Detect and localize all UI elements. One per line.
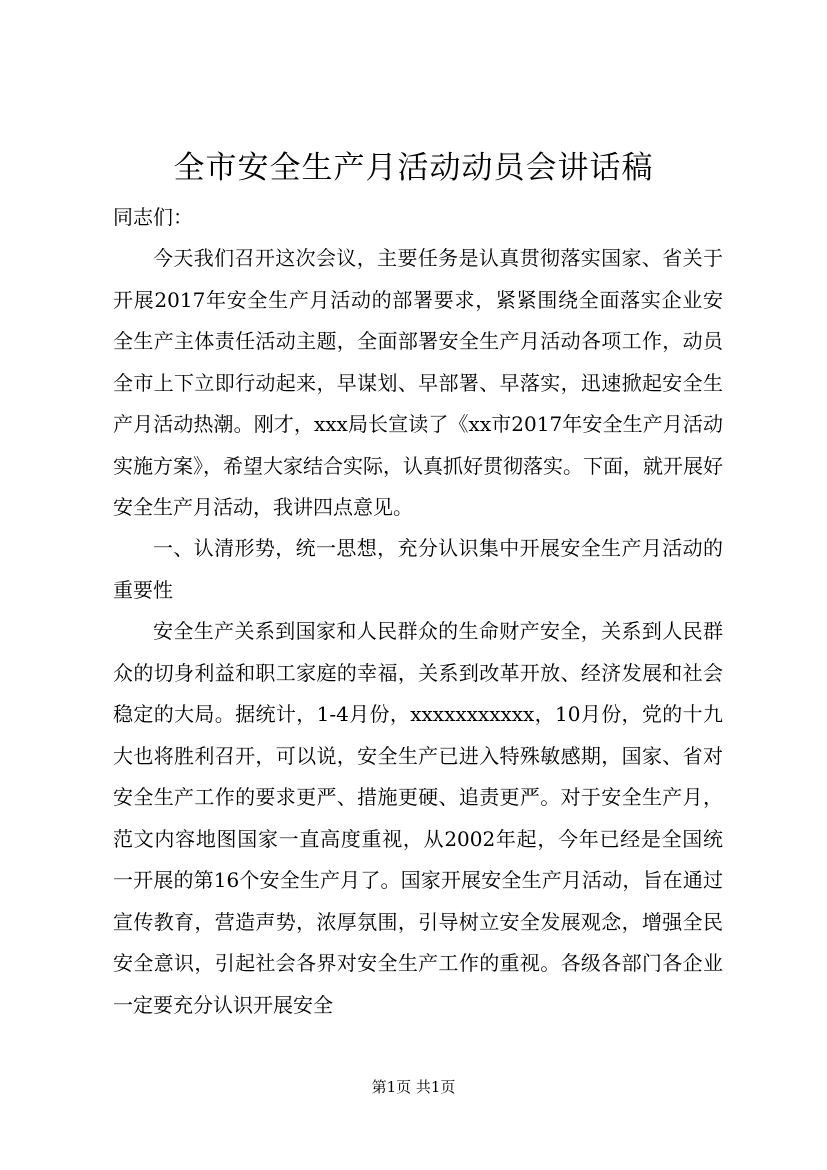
salutation: 同志们：: [113, 205, 193, 229]
paragraph-block-3: [113, 611, 723, 1026]
page-number-footer: 第1页 共1页: [371, 1078, 456, 1096]
document-title: 全市安全生产月活动动员会讲话稿: [173, 150, 654, 186]
paragraph: 今天我们召开这次会议，主要任务是认真贯彻落实国家、省关于开展2017年安全生产月活动的部署要求，紧紧围绕全面落实企业安全生产主体责任活动主题，全面部署安全生产月活动各项工作，动员全市上下立即行动起来，早谋划、早部署、早落实，迅速掀起安全生产月活动热潮。刚才，xxx局长宣读了《xx市2017年安全生产月活动实施方案》，希望大家结合实际，认真抓好贯彻落实。下面，就开展好安全生产月活动，我讲四点意见。: [113, 246, 723, 519]
paragraph-block-1: [113, 238, 723, 529]
section-heading: 一、认清形势，统一思想，充分认识集中开展安全生产月活动的重要性: [113, 536, 723, 602]
paragraph-block-2: [113, 528, 723, 611]
paragraph: 安全生产关系到国家和人民群众的生命财产安全，关系到人民群众的切身利益和职工家庭的幸福，关系到改革开放、经济发展和社会稳定的大局。据统计，1-4月份，xxxxxxxxxxx，10月份，党的十九大也将胜利召开，可以说，安全生产已进入特殊敏感期，国家、省对安全生产工作的要求更严、措施更硬、追责更严。对于安全生产月，范文内容地图国家一直高度重视，从2002年起，今年已经是全国统一开展的第16个安全生产月了。国家开展安全生产月活动，旨在通过宣传教育，营造声势，浓厚氛围，引导树立安全发展观念，增强全民安全意识，引起社会各界对安全生产工作的重视。各级各部门各企业一定要充分认识开展安全: [113, 619, 723, 1017]
